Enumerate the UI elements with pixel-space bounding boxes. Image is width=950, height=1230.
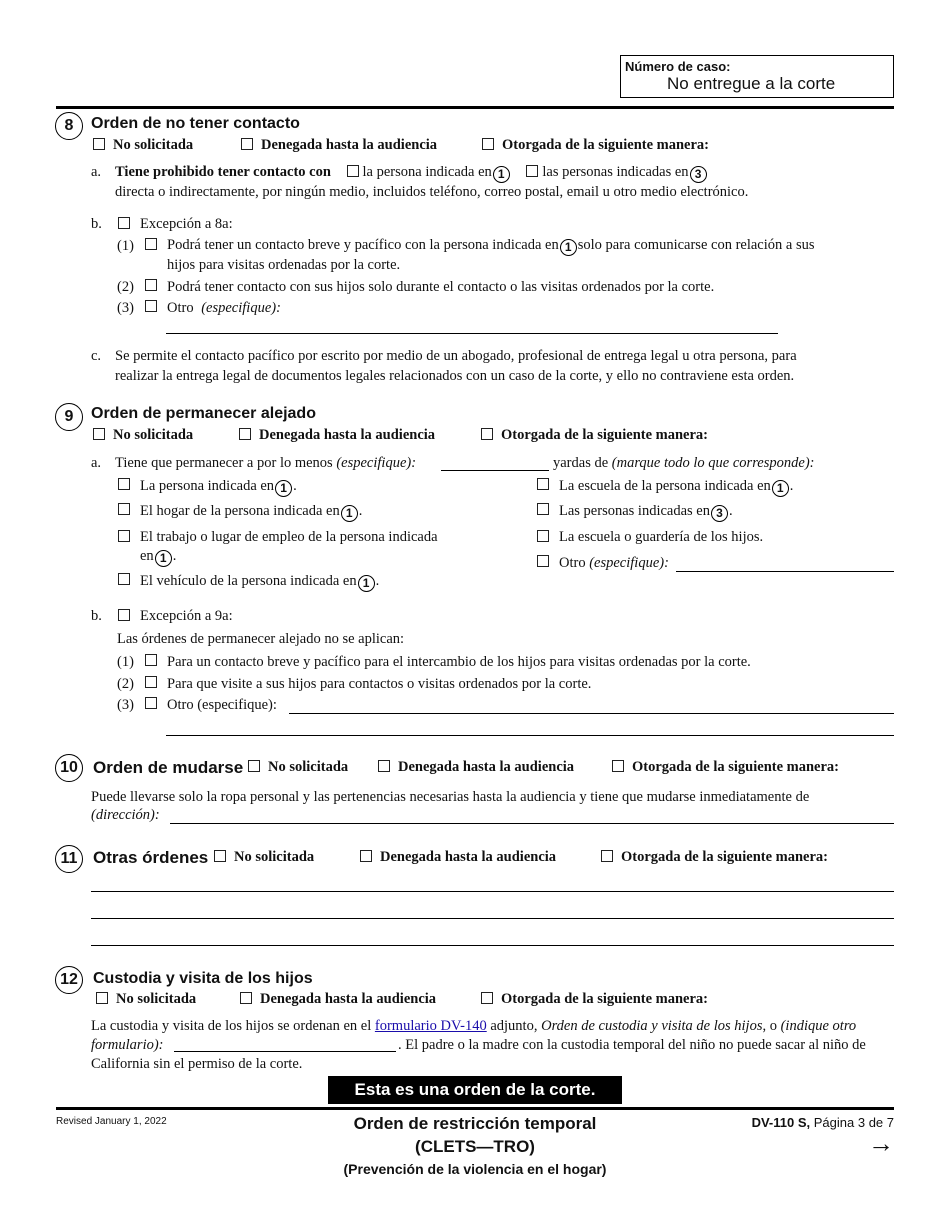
s11-not-requested-checkbox[interactable] <box>214 850 226 862</box>
section-8-title: Orden de no tener contacto <box>91 115 300 132</box>
s9a-letter: a. <box>91 455 102 471</box>
s9b-checkbox[interactable] <box>118 609 130 621</box>
s8-granted-label: Otorgada de la siguiente manera: <box>502 137 710 153</box>
s8b1-line2: hijos para visitas ordenadas por la corte. <box>167 257 401 273</box>
s8a-letter: a. <box>91 164 102 180</box>
page-number: Página 3 de 7 <box>813 1115 894 1130</box>
s10-not-requested-checkbox[interactable] <box>248 760 260 772</box>
s12-not-requested-label: No solicitada <box>116 991 197 1007</box>
s8b3-spec-label: (especifique): <box>201 300 281 316</box>
s8a-person-label: la persona indicada en <box>362 164 492 180</box>
s8b-letter: b. <box>91 216 102 232</box>
s9-person-checkbox[interactable] <box>118 478 130 490</box>
ref-1-icon: 1 <box>155 550 172 567</box>
s8-denied-label: Denegada hasta la audiencia <box>261 137 438 153</box>
s11-input-line3[interactable] <box>91 945 894 946</box>
s10-denied-checkbox[interactable] <box>378 760 390 772</box>
s10-address-input-line[interactable] <box>170 823 894 824</box>
s8b1-checkbox[interactable] <box>145 238 157 250</box>
s8b-checkbox[interactable] <box>118 217 130 229</box>
s9a-text <box>115 455 416 472</box>
s9-childcare-checkbox[interactable] <box>537 530 549 542</box>
section-12-number: 12 <box>55 966 83 994</box>
s8b3-num: (3) <box>117 300 134 316</box>
ref-1-icon: 1 <box>772 480 789 497</box>
section-8-number: 8 <box>55 112 83 140</box>
s9-other-label <box>559 555 669 572</box>
section-11-title: Otras órdenes <box>93 848 209 867</box>
ref-3-icon: 3 <box>711 505 728 522</box>
s9-not-requested-label: No solicitada <box>113 427 194 443</box>
s10-not-requested-label: No solicitada <box>268 759 349 775</box>
section-9-title: Orden de permanecer alejado <box>91 405 316 422</box>
s8c-line2: realizar la entrega legal de documentos legales relacionados con un caso de la corte, y ello no contraviene esta orden. <box>115 368 795 384</box>
s8a-persons-label: las personas indicadas en <box>542 164 689 180</box>
ref-1-icon: 1 <box>358 575 375 592</box>
s8a-bold-text: Tiene prohibido tener contacto con <box>115 164 331 180</box>
s9-vehicle-checkbox[interactable] <box>118 573 130 585</box>
s12-not-requested-checkbox[interactable] <box>96 992 108 1004</box>
s9-school-text: La escuela de la persona indicada en <box>559 478 771 494</box>
s8b2-text: Podrá tener contacto con sus hijos solo durante el contacto o las visitas ordenados por la corte. <box>167 279 715 295</box>
s12-line3: California sin el permiso de la corte. <box>91 1056 303 1072</box>
s9b3-input-line1[interactable] <box>289 713 894 714</box>
s10-address-label: (dirección): <box>91 807 160 823</box>
s8a-line2: directa o indirectamente, por ningún medio, incluidos teléfono, correo postal, email u otro medio electrónico. <box>115 184 749 200</box>
s8-not-requested-checkbox[interactable] <box>93 138 105 150</box>
s12-granted-label: Otorgada de la siguiente manera: <box>501 991 709 1007</box>
s8c-letter: c. <box>91 348 102 364</box>
s9-work-checkbox[interactable] <box>118 530 130 542</box>
s10-granted-checkbox[interactable] <box>612 760 624 772</box>
case-number-value[interactable]: No entregue a la corte <box>667 74 836 93</box>
s8a-person-checkbox[interactable] <box>347 165 359 177</box>
s9-persons-text: Las personas indicadas en <box>559 503 710 519</box>
s9-other-text: Otro <box>559 555 586 571</box>
s9b-intro: Las órdenes de permanecer alejado no se aplican: <box>117 631 405 647</box>
s9b1-num: (1) <box>117 654 134 670</box>
s8b-label: Excepción a 8a: <box>140 216 233 232</box>
s9-not-requested-checkbox[interactable] <box>93 428 105 440</box>
s12-line2-rest: . El padre o la madre con la custodia temporal del niño no puede sacar al niño de <box>398 1037 866 1053</box>
footer-title-2: (CLETS—TRO) <box>415 1137 535 1156</box>
s9-childcare-label: La escuela o guardería de los hijos. <box>559 529 764 545</box>
footer-title-3: (Prevención de la violencia en el hogar) <box>343 1161 607 1177</box>
ref-1-icon: 1 <box>275 480 292 497</box>
s12-denied-checkbox[interactable] <box>240 992 252 1004</box>
s11-input-line1[interactable] <box>91 891 894 892</box>
s9b2-checkbox[interactable] <box>145 676 157 688</box>
s8-denied-checkbox[interactable] <box>241 138 253 150</box>
s8-granted-checkbox[interactable] <box>482 138 494 150</box>
s9b1-checkbox[interactable] <box>145 654 157 666</box>
s12-form-label: formulario): <box>91 1037 164 1053</box>
s11-granted-label: Otorgada de la siguiente manera: <box>621 849 829 865</box>
s9a-yards-input-line[interactable] <box>441 470 549 471</box>
s9-other-input-line[interactable] <box>676 571 894 572</box>
s12-text-3: Orden de custodia y visita de los hijos <box>541 1018 763 1034</box>
s9-other-spec: (especifique): <box>589 555 669 571</box>
s11-input-line2[interactable] <box>91 918 894 919</box>
s9b3-checkbox[interactable] <box>145 697 157 709</box>
s8c-line1: Se permite el contacto pacífico por escrito por medio de un abogado, profesional de entrega legal u otra persona, para <box>115 348 797 364</box>
s9-school-label: La escuela de la persona indicada en 1 . <box>559 478 794 495</box>
s9-person-text: La persona indicada en <box>140 478 275 494</box>
s8-not-requested-label: No solicitada <box>113 137 194 153</box>
s12-text-1: La custodia y visita de los hijos se ordenan en el <box>91 1018 372 1034</box>
s10-text: Puede llevarse solo la ropa personal y las pertenencias necesarias hasta la audiencia y tiene que mudarse inmediatamente de <box>91 789 810 805</box>
s12-line1 <box>91 1018 856 1035</box>
s9b2-num: (2) <box>117 676 134 692</box>
header-rule <box>56 106 894 109</box>
s12-granted-checkbox[interactable] <box>481 992 493 1004</box>
s9a-spec: (especifique): <box>336 455 417 471</box>
section-11-number: 11 <box>55 845 83 873</box>
s9-granted-checkbox[interactable] <box>481 428 493 440</box>
footer-title-1: Orden de restricción temporal <box>353 1114 597 1133</box>
form-id: DV-110 S, <box>751 1115 811 1130</box>
s12-text-5: (indique otro <box>780 1018 857 1034</box>
s12-denied-label: Denegada hasta la audiencia <box>260 991 437 1007</box>
s12-form-input-line[interactable] <box>174 1051 396 1052</box>
s9b3-input-line2[interactable] <box>166 735 894 736</box>
s8b1-num: (1) <box>117 238 134 254</box>
s11-not-requested-label: No solicitada <box>234 849 315 865</box>
s8b3-text <box>167 300 281 317</box>
s9-vehicle-label: El vehículo de la persona indicada en 1 . <box>140 573 380 590</box>
s9a-yards: yardas de <box>553 455 609 471</box>
s9a-yards-text <box>553 455 814 472</box>
s9b2-text: Para que visite a sus hijos para contactos o visitas ordenados por la corte. <box>167 676 592 692</box>
s12-text-4: , o <box>762 1018 777 1034</box>
s9-work-label-cont: en 1 . <box>140 548 177 565</box>
court-order-banner: Esta es una orden de la corte. <box>328 1076 622 1104</box>
s9-work-cont-text: en <box>140 548 154 564</box>
s8b2-checkbox[interactable] <box>145 279 157 291</box>
s8b2-num: (2) <box>117 279 134 295</box>
section-12-title: Custodia y visita de los hijos <box>93 970 313 987</box>
s8a-persons-checkbox[interactable] <box>526 165 538 177</box>
ref-1-icon: 1 <box>560 239 577 256</box>
s8b3-other-label: Otro <box>167 300 194 316</box>
s9a-main: Tiene que permanecer a por lo menos <box>115 455 333 471</box>
section-9-number: 9 <box>55 403 83 431</box>
s9-home-checkbox[interactable] <box>118 503 130 515</box>
section-10-number: 10 <box>55 754 83 782</box>
s9-home-text: El hogar de la persona indicada en <box>140 503 340 519</box>
s8b3-fill-line[interactable] <box>166 333 778 334</box>
s9-other-checkbox[interactable] <box>537 555 549 567</box>
case-number-box <box>620 55 894 98</box>
s11-granted-checkbox[interactable] <box>601 850 613 862</box>
s9a-mark: (marque todo lo que corresponde): <box>611 455 815 471</box>
case-number-label: Número de caso: <box>625 59 731 74</box>
revised-date: Revised January 1, 2022 <box>56 1116 167 1127</box>
s10-granted-label: Otorgada de la siguiente manera: <box>632 759 840 775</box>
footer-rule <box>56 1107 894 1110</box>
s9-person-label: La persona indicada en 1 . <box>140 478 297 495</box>
s9b1-text: Para un contacto breve y pacífico para el intercambio de los hijos para visitas ordenadas por la corte. <box>167 654 751 670</box>
s9-denied-checkbox[interactable] <box>239 428 251 440</box>
s10-denied-label: Denegada hasta la audiencia <box>398 759 575 775</box>
next-page-arrow-icon[interactable]: → <box>868 1128 894 1158</box>
s9b-letter: b. <box>91 608 102 624</box>
ref-1-icon: 1 <box>493 166 510 183</box>
s9b3-text: Otro (especifique): <box>167 697 277 713</box>
s9-vehicle-text: El vehículo de la persona indicada en <box>140 573 357 589</box>
s9-granted-label: Otorgada de la siguiente manera: <box>501 427 709 443</box>
s9-persons-checkbox[interactable] <box>537 503 549 515</box>
s9-school-checkbox[interactable] <box>537 478 549 490</box>
section-10-title: Orden de mudarse <box>93 758 244 777</box>
s9-denied-label: Denegada hasta la audiencia <box>259 427 436 443</box>
s8b1-line1 <box>167 237 814 256</box>
s9b-label: Excepción a 9a: <box>140 608 233 624</box>
ref-1-icon: 1 <box>341 505 358 522</box>
form-dv140-link[interactable]: formulario DV-140 <box>374 1018 487 1034</box>
s11-denied-checkbox[interactable] <box>360 850 372 862</box>
s9-persons-label: Las personas indicadas en 3 . <box>559 503 733 520</box>
s11-denied-label: Denegada hasta la audiencia <box>380 849 557 865</box>
s9-home-label: El hogar de la persona indicada en 1 . <box>140 503 363 520</box>
s8b1-text: Podrá tener un contacto breve y pacífico con la persona indicada en <box>167 237 559 253</box>
s9-work-label: El trabajo o lugar de empleo de la persona indicada <box>140 529 438 545</box>
ref-3-icon: 3 <box>690 166 707 183</box>
s8a-line1 <box>115 164 708 183</box>
s8b3-checkbox[interactable] <box>145 300 157 312</box>
s12-text-2: adjunto, <box>490 1018 538 1034</box>
s9b3-num: (3) <box>117 697 134 713</box>
s8b1-text2: solo para comunicarse con relación a sus <box>577 237 815 253</box>
